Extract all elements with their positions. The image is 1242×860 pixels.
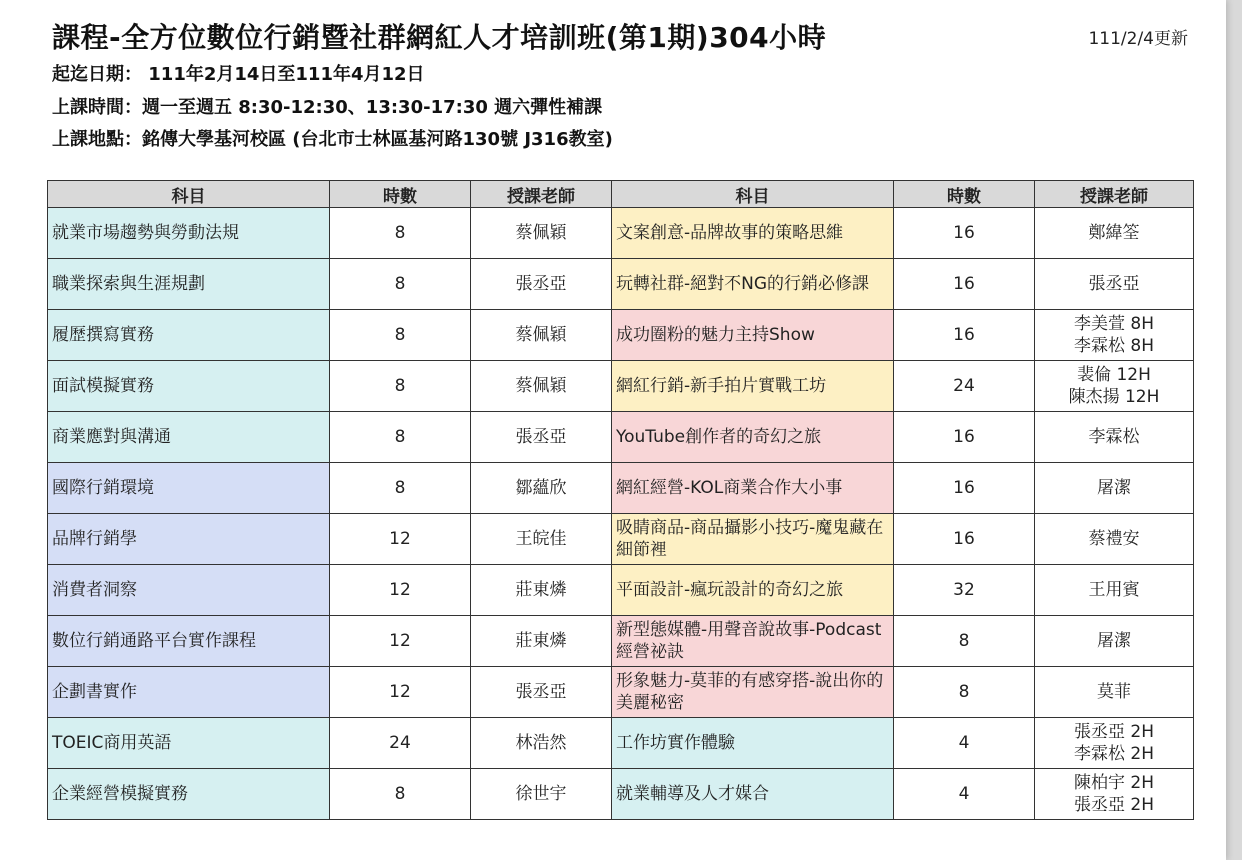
teacher-cell: [471, 361, 612, 412]
teacher-cell: [471, 310, 612, 361]
teacher-cell: [1035, 463, 1194, 514]
hours-cell: 4: [894, 769, 1035, 820]
update-date: 111/2/4更新: [1088, 29, 1188, 49]
hours-cell: 16: [894, 514, 1035, 565]
teacher-cell: [1035, 310, 1194, 361]
teacher-cell: [1035, 208, 1194, 259]
teacher-name: 李霖松 2H: [1073, 744, 1154, 764]
teacher-cell: [1035, 718, 1194, 769]
subject-cell: 平面設計-瘋玩設計的奇幻之旅: [612, 565, 894, 616]
hours-cell: 12: [330, 565, 471, 616]
header-subject-left: 科目: [48, 181, 330, 208]
teacher-name: 莫菲: [1097, 682, 1131, 702]
teacher-name: 鄭緯筌: [1088, 223, 1140, 243]
teacher-cell: [1035, 412, 1194, 463]
teacher-cell: [471, 616, 612, 667]
hours-cell: 8: [330, 463, 471, 514]
table-row: [48, 259, 1194, 310]
class-time: 上課時間：週一至週五 8:30-12:30、13:30-17:30 週六彈性補課: [52, 97, 603, 118]
hours-cell: 8: [330, 310, 471, 361]
subject-cell: 職業探索與生涯規劃: [48, 259, 330, 310]
subject-cell: 工作坊實作體驗: [612, 718, 894, 769]
table-row: [48, 769, 1194, 820]
teacher-name: 林浩然: [515, 733, 567, 753]
hours-cell: 4: [894, 718, 1035, 769]
teacher-cell: [1035, 616, 1194, 667]
subject-cell: 企業經營模擬實務: [48, 769, 330, 820]
table-row: [48, 718, 1194, 769]
hours-cell: 16: [894, 412, 1035, 463]
subject-cell: 成功圈粉的魅力主持Show: [612, 310, 894, 361]
teacher-name: 張丞亞 2H: [1073, 795, 1154, 815]
hours-cell: 8: [330, 208, 471, 259]
hours-cell: 16: [894, 259, 1035, 310]
hours-cell: 8: [330, 361, 471, 412]
teacher-name: 張丞亞: [515, 274, 567, 294]
teacher-name: 李美萱 8H: [1073, 314, 1154, 334]
teacher-cell: [1035, 361, 1194, 412]
teacher-name: 鄒蘊欣: [515, 478, 567, 498]
subject-cell: 履歷撰寫實務: [48, 310, 330, 361]
header-hours-right: 時數: [894, 181, 1035, 208]
table-row: [48, 565, 1194, 616]
teacher-cell: [471, 208, 612, 259]
hours-cell: 24: [894, 361, 1035, 412]
subject-cell: 數位行銷通路平台實作課程: [48, 616, 330, 667]
subject-cell: 新型態媒體-用聲音說故事-Podcast 經營祕訣: [612, 616, 894, 667]
hours-cell: 24: [330, 718, 471, 769]
subject-cell: 吸睛商品-商品攝影小技巧-魔鬼藏在細節裡: [612, 514, 894, 565]
subject-cell: TOEIC商用英語: [48, 718, 330, 769]
subject-cell: 網紅行銷-新手拍片實戰工坊: [612, 361, 894, 412]
subject-cell: 形象魅力-莫菲的有感穿搭-說出你的美麗秘密: [612, 667, 894, 718]
table-row: [48, 361, 1194, 412]
class-location: 上課地點：銘傳大學基河校區 (台北市士林區基河路130號 J316教室): [52, 129, 613, 150]
subject-cell: 就業市場趨勢與勞動法規: [48, 208, 330, 259]
hours-cell: 8: [330, 769, 471, 820]
table-row: [48, 667, 1194, 718]
subject-cell: 文案創意-品牌故事的策略思維: [612, 208, 894, 259]
hours-cell: 12: [330, 616, 471, 667]
table-row: [48, 514, 1194, 565]
teacher-cell: [471, 412, 612, 463]
hours-cell: 32: [894, 565, 1035, 616]
teacher-name: 蔡佩穎: [515, 376, 567, 396]
table-row: [48, 208, 1194, 259]
subject-cell: 玩轉社群-絕對不NG的行銷必修課: [612, 259, 894, 310]
teacher-cell: [471, 514, 612, 565]
subject-cell: 國際行銷環境: [48, 463, 330, 514]
teacher-name: 徐世宇: [515, 784, 567, 804]
hours-cell: 16: [894, 463, 1035, 514]
subject-cell: 就業輔導及人才媒合: [612, 769, 894, 820]
teacher-name: 陳杰揚 12H: [1068, 387, 1160, 407]
header-subject-right: 科目: [612, 181, 894, 208]
teacher-cell: [471, 667, 612, 718]
hours-cell: 8: [330, 412, 471, 463]
teacher-name: 屠潔: [1097, 631, 1131, 651]
teacher-name: 蔡佩穎: [515, 223, 567, 243]
teacher-name: 莊東燐: [515, 631, 567, 651]
subject-cell: 商業應對與溝通: [48, 412, 330, 463]
teacher-name: 屠潔: [1097, 478, 1131, 498]
teacher-name: 陳柏宇 2H: [1073, 773, 1154, 793]
hours-cell: 8: [330, 259, 471, 310]
course-table: [47, 180, 1194, 820]
teacher-name: 莊東燐: [515, 580, 567, 600]
subject-cell: YouTube創作者的奇幻之旅: [612, 412, 894, 463]
subject-cell: 企劃書實作: [48, 667, 330, 718]
table-row: [48, 310, 1194, 361]
hours-cell: 16: [894, 310, 1035, 361]
teacher-name: 裴倫 12H: [1077, 365, 1151, 385]
table-header-row: [48, 181, 1194, 208]
teacher-name: 王用賓: [1088, 580, 1140, 600]
teacher-name: 張丞亞: [515, 682, 567, 702]
course-dates: 起迄日期： 111年2月14日至111年4月12日: [52, 64, 425, 85]
teacher-cell: [471, 259, 612, 310]
teacher-name: 李霖松 8H: [1073, 336, 1154, 356]
document-title: 課程-全方位數位行銷暨社群網紅人才培訓班(第1期)304小時: [52, 21, 827, 54]
subject-cell: 品牌行銷學: [48, 514, 330, 565]
teacher-name: 蔡佩穎: [515, 325, 567, 345]
teacher-name: 王皖佳: [515, 529, 567, 549]
header-hours-left: 時數: [330, 181, 471, 208]
table-row: [48, 463, 1194, 514]
subject-cell: 網紅經營-KOL商業合作大小事: [612, 463, 894, 514]
teacher-cell: [471, 769, 612, 820]
table-row: [48, 616, 1194, 667]
teacher-cell: [1035, 769, 1194, 820]
teacher-cell: [471, 463, 612, 514]
teacher-name: 張丞亞: [515, 427, 567, 447]
subject-cell: 消費者洞察: [48, 565, 330, 616]
teacher-name: 張丞亞 2H: [1073, 722, 1154, 742]
subject-cell: 面試模擬實務: [48, 361, 330, 412]
header-teacher-left: 授課老師: [471, 181, 612, 208]
teacher-cell: [471, 565, 612, 616]
teacher-name: 李霖松: [1088, 427, 1140, 447]
teacher-name: 張丞亞: [1088, 274, 1140, 294]
teacher-cell: [1035, 565, 1194, 616]
teacher-cell: [1035, 259, 1194, 310]
teacher-cell: [1035, 514, 1194, 565]
hours-cell: 12: [330, 514, 471, 565]
hours-cell: 8: [894, 667, 1035, 718]
teacher-name: 蔡禮安: [1088, 529, 1140, 549]
table-row: [48, 412, 1194, 463]
hours-cell: 12: [330, 667, 471, 718]
hours-cell: 16: [894, 208, 1035, 259]
teacher-cell: [471, 718, 612, 769]
header-teacher-right: 授課老師: [1035, 181, 1194, 208]
hours-cell: 8: [894, 616, 1035, 667]
teacher-cell: [1035, 667, 1194, 718]
